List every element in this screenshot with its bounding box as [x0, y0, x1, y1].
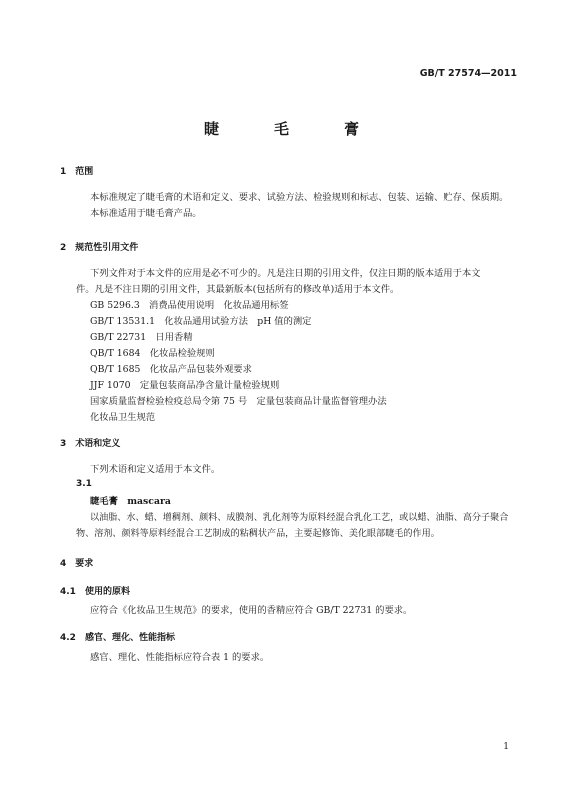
term-definition-line-2: 物、溶剂、颜料等原料经混合工艺制成的粘稠状产品，主要起修饰、美化眼部睫毛的作用。: [76, 529, 440, 539]
reference-item: GB/T 13531.1 化妆品通用试验方法 pH 值的测定: [90, 316, 312, 327]
reference-item: QB/T 1685 化妆品产品包装外观要求: [90, 364, 252, 375]
term-definition-line-1: 以油脂、水、蜡、增稠剂、颜料、成膜剂、乳化剂等为原料经混合乳化工艺，或以蜡、油脂、高分子聚合: [90, 513, 509, 523]
term-heading: 睫毛膏 mascara: [90, 496, 171, 507]
section-2-paragraph-line-1: 下列文件对于本文件的应用是必不可少的。凡是注日期的引用文件，仅注日期的版本适用于本文: [90, 268, 481, 279]
section-3-heading: 3 术语和定义: [60, 439, 121, 449]
reference-item: 国家质量监督检验检疫总局令第 75 号 定量包装商品计量监督管理办法: [90, 396, 387, 407]
document-title: 睫 毛 膏: [203, 120, 379, 138]
clause-4-1-heading: 4.1 使用的原料: [60, 587, 130, 597]
clause-4-2-heading: 4.2 感官、理化、性能指标: [60, 633, 175, 643]
section-1-paragraph-1: 本标准规定了睫毛膏的术语和定义、要求、试验方法、检验规则和标志、包装、运输、贮存、保质期。: [90, 192, 509, 203]
section-1-paragraph-2: 本标准适用于睫毛膏产品。: [90, 208, 202, 219]
clause-4-2-paragraph: 感官、理化、性能指标应符合表 1 的要求。: [90, 652, 270, 663]
reference-item: GB/T 22731 日用香精: [90, 332, 193, 343]
clause-3-1-number: 3.1: [76, 479, 92, 489]
page-number: 1: [503, 742, 509, 752]
standard-number: GB/T 27574—2011: [419, 68, 517, 79]
reference-item: 化妆品卫生规范: [90, 412, 156, 423]
reference-item: GB 5296.3 消费品使用说明 化妆品通用标签: [90, 300, 289, 311]
section-2-heading: 2 规范性引用文件: [60, 243, 139, 253]
reference-item: JJF 1070 定量包装商品净含量计量检验规则: [90, 380, 280, 391]
section-1-heading: 1 范围: [60, 167, 94, 177]
section-4-heading: 4 要求: [60, 559, 94, 569]
section-3-paragraph: 下列术语和定义适用于本文件。: [90, 464, 221, 475]
section-2-paragraph-line-2: 件。凡是不注日期的引用文件，其最新版本(包括所有的修改单)适用于本文件。: [76, 284, 400, 295]
clause-4-1-paragraph: 应符合《化妆品卫生规范》的要求，使用的香精应符合 GB/T 22731 的要求。: [90, 605, 413, 616]
reference-item: QB/T 1684 化妆品检验规则: [90, 348, 215, 359]
